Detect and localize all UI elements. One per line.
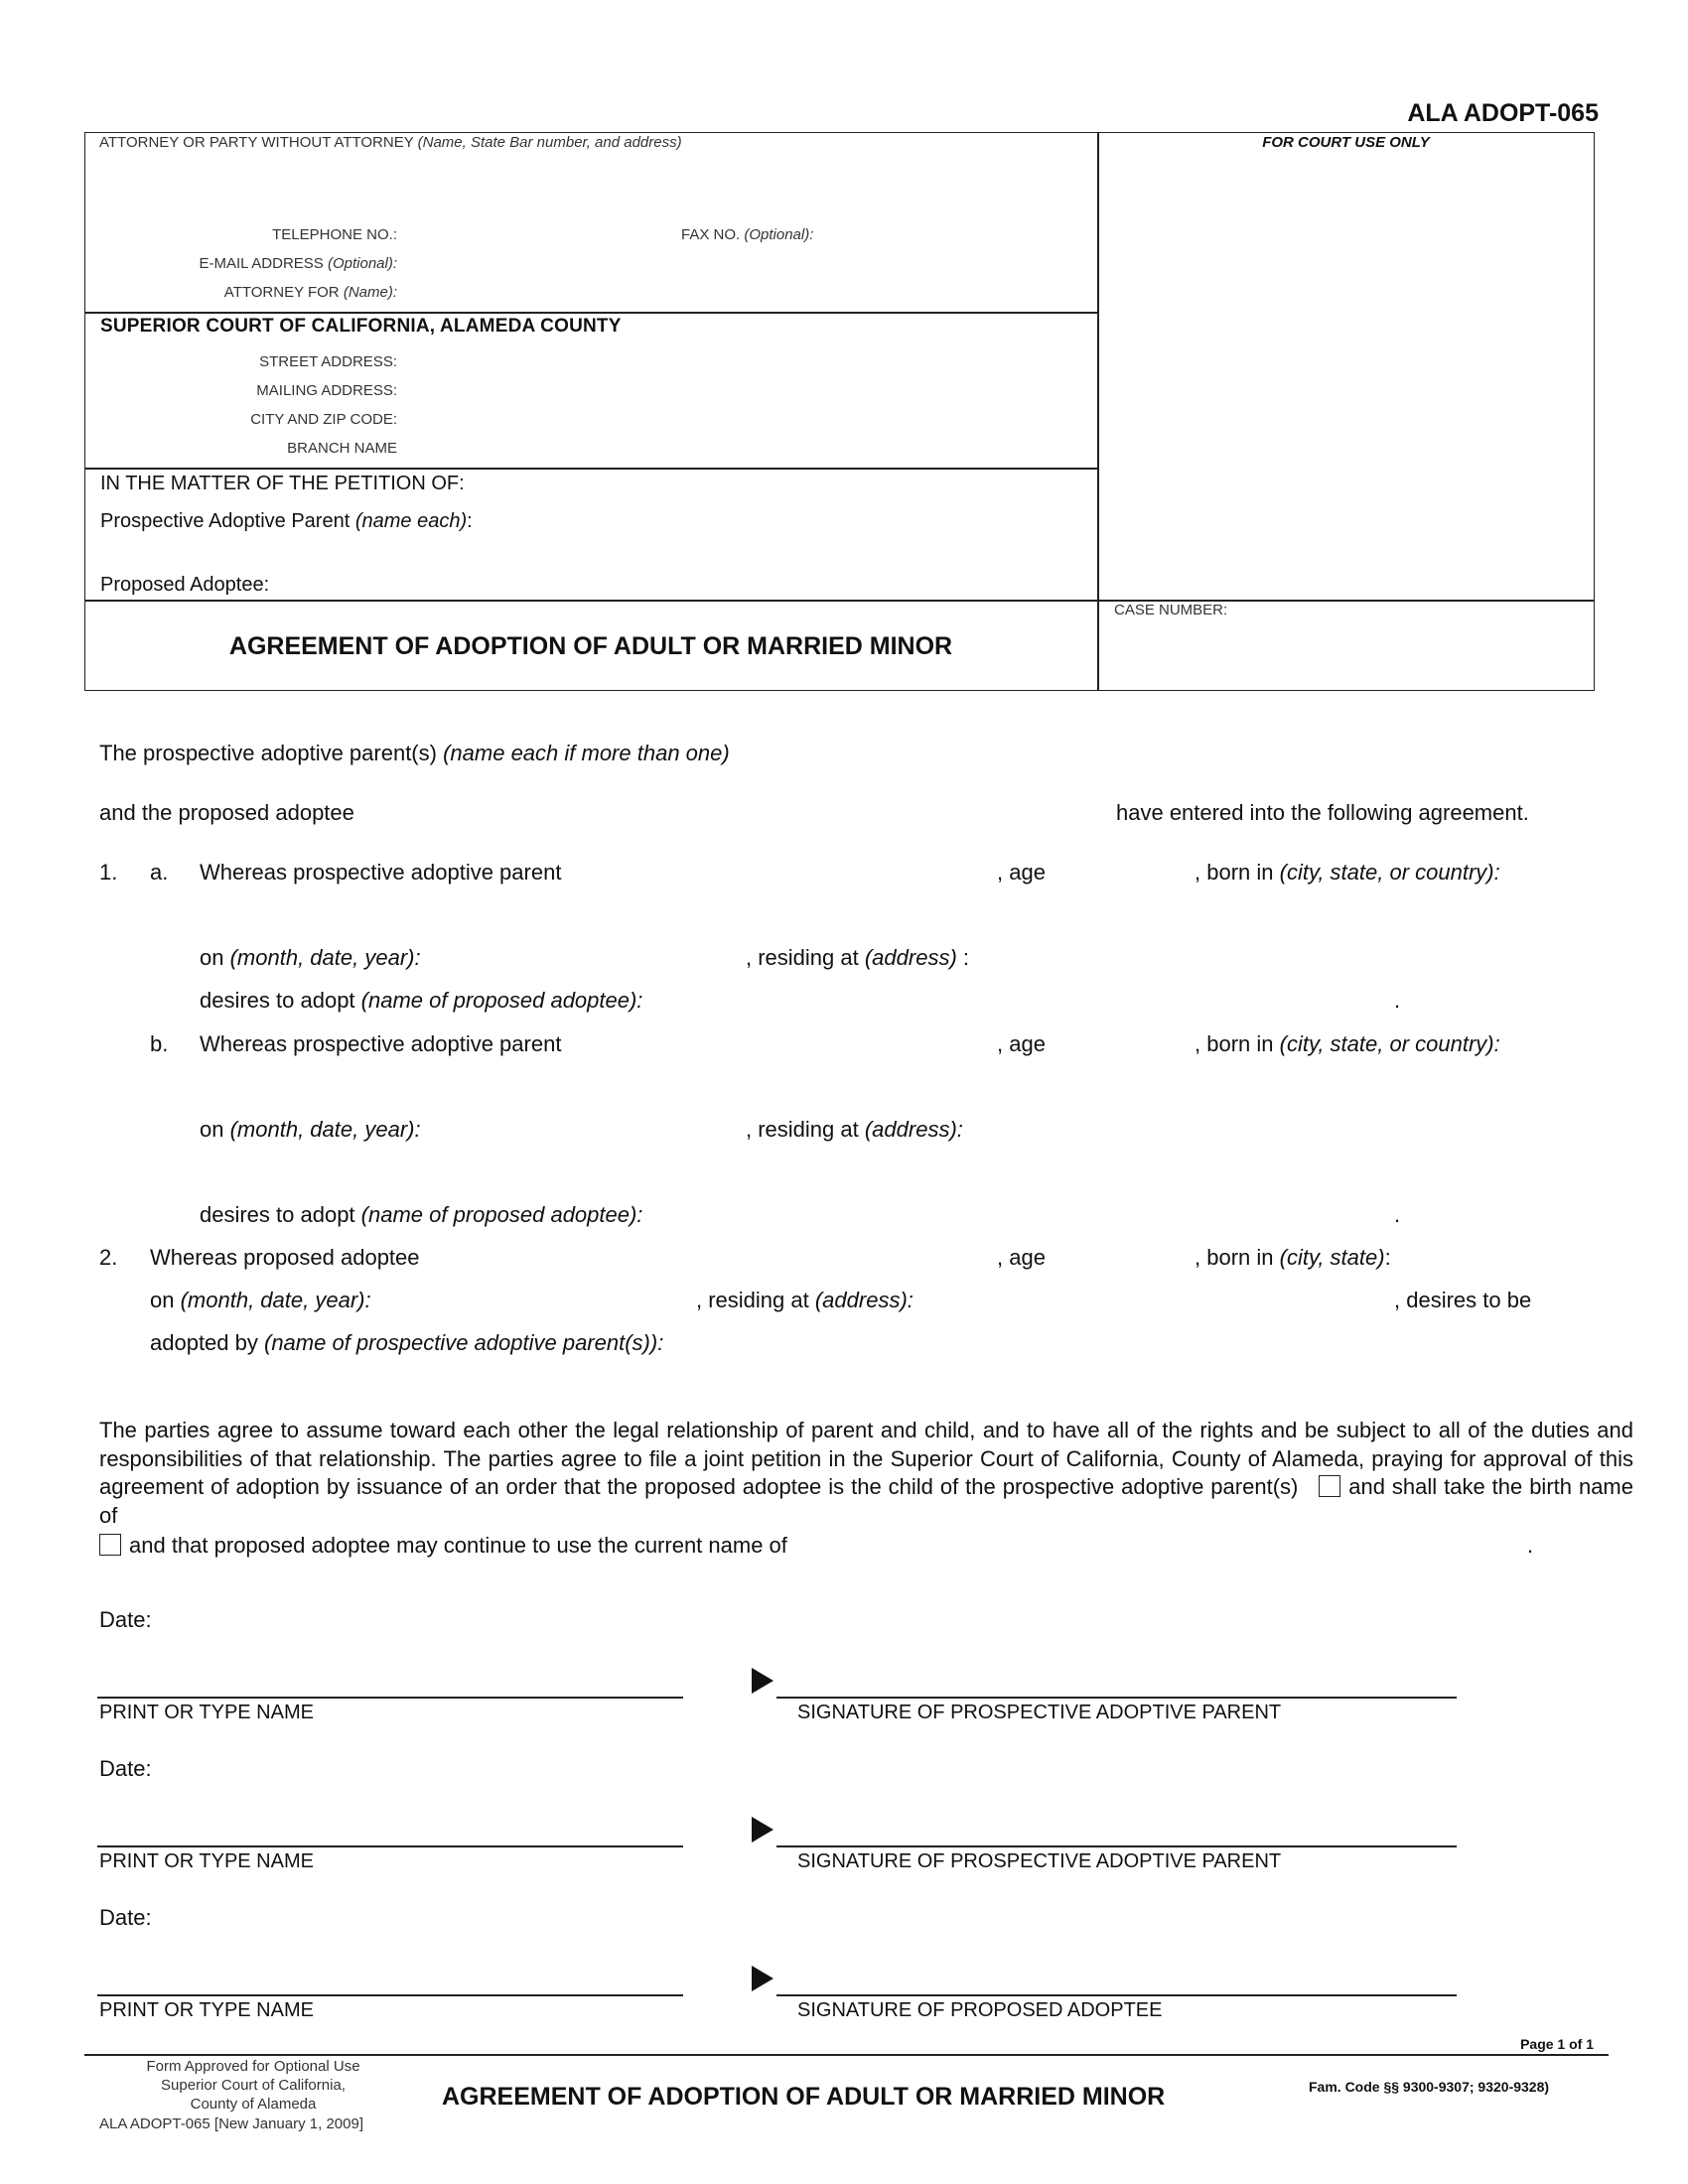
item1a-age: , age xyxy=(997,860,1046,885)
court-name: SUPERIOR COURT OF CALIFORNIA, ALAMEDA COUNTY xyxy=(100,316,622,337)
signature-label: SIGNATURE OF PROPOSED ADOPTEE xyxy=(797,1999,1163,2021)
item1a-letter: a. xyxy=(150,860,169,885)
item1a-desires: desires to adopt (name of proposed adoptee): xyxy=(200,988,643,1013)
item1b-age: , age xyxy=(997,1031,1046,1056)
page-number: Page 1 of 1 xyxy=(1520,2036,1594,2052)
item1a-born-in: , born in (city, state, or country): xyxy=(1195,860,1500,885)
current-name-checkbox[interactable] xyxy=(99,1534,121,1556)
item1b-born-in: , born in (city, state, or country): xyxy=(1195,1031,1500,1056)
item1b-whereas: Whereas prospective adoptive parent xyxy=(200,1031,562,1056)
caption-rule xyxy=(84,468,1097,470)
item2-desires-to-be: , desires to be xyxy=(1394,1288,1532,1312)
signature-line[interactable] xyxy=(776,1697,1457,1699)
date-label: Date: xyxy=(99,1756,152,1781)
item2-on: on (month, date, year): xyxy=(150,1288,371,1312)
item1b-desires: desires to adopt (name of proposed adoptee): xyxy=(200,1202,643,1227)
birth-name-checkbox[interactable] xyxy=(1319,1475,1340,1497)
intro-line2-right: have entered into the following agreement. xyxy=(1116,800,1529,825)
sign-arrow-icon xyxy=(752,1966,774,1991)
sign-arrow-icon xyxy=(752,1668,774,1694)
print-name-line[interactable] xyxy=(97,1994,683,1996)
city-zip-label: CITY AND ZIP CODE: xyxy=(250,411,397,428)
sign-arrow-icon xyxy=(752,1817,774,1843)
footer-rule xyxy=(84,2054,1609,2056)
street-address-label: STREET ADDRESS: xyxy=(259,353,397,370)
item1b-residing: , residing at (address): xyxy=(746,1117,963,1142)
signature-label: SIGNATURE OF PROSPECTIVE ADOPTIVE PARENT xyxy=(797,1850,1282,1872)
footer-title: AGREEMENT OF ADOPTION OF ADULT OR MARRIED MINOR xyxy=(442,2083,1166,2111)
item1a-residing: , residing at (address) : xyxy=(746,945,970,970)
intro-line1: The prospective adoptive parent(s) (name each if more than one) xyxy=(99,741,730,765)
form-number: ALA ADOPT-065 xyxy=(1407,99,1599,127)
form-title: AGREEMENT OF ADOPTION OF ADULT OR MARRIED MINOR xyxy=(228,632,953,660)
print-name-label: PRINT OR TYPE NAME xyxy=(99,1850,314,1872)
caption-divider xyxy=(1097,132,1099,691)
caption-rule xyxy=(84,312,1097,314)
item1b-on: on (month, date, year): xyxy=(200,1117,421,1142)
print-name-line[interactable] xyxy=(97,1845,683,1847)
print-name-line[interactable] xyxy=(97,1697,683,1699)
item2-whereas: Whereas proposed adoptee xyxy=(150,1245,420,1270)
telephone-label: TELEPHONE NO.: xyxy=(272,226,397,243)
prospective-parent-label: Prospective Adoptive Parent (name each): xyxy=(100,510,473,532)
item1a-on: on (month, date, year): xyxy=(200,945,421,970)
current-name-period: . xyxy=(1527,1533,1534,1558)
case-number-label: CASE NUMBER: xyxy=(1114,602,1228,618)
agreement-paragraph: The parties agree to assume toward each other the legal relationship of parent and child, and to have all of the rights and be subject to all of the duties and responsibilities of that relationship. The parties agree to file a joint petition in the Superior Court of California, County of Alameda, praying for approval of this agreement of adoption by issuance of an order that the proposed adoptee is the child of the prospective adoptive parent(s) and shall take the birth name of xyxy=(99,1418,1633,1528)
item1-number: 1. xyxy=(99,860,118,885)
email-label: E-MAIL ADDRESS (Optional): xyxy=(199,255,397,272)
signature-label: SIGNATURE OF PROSPECTIVE ADOPTIVE PARENT xyxy=(797,1702,1282,1723)
form-approved: Form Approved for Optional Use Superior Court of California, County of Alameda xyxy=(146,2058,360,2113)
item2-residing: , residing at (address): xyxy=(696,1288,914,1312)
item1b-letter: b. xyxy=(150,1031,169,1056)
proposed-adoptee-label: Proposed Adoptee: xyxy=(100,574,270,596)
court-use-only: FOR COURT USE ONLY xyxy=(1262,134,1430,151)
current-name-row: and that proposed adoptee may continue to use the current name of . xyxy=(99,1532,1633,1560)
attorney-label: ATTORNEY OR PARTY WITHOUT ATTORNEY (Name, State Bar number, and address) xyxy=(99,134,682,151)
item2-age: , age xyxy=(997,1245,1046,1270)
item2-born-in: , born in (city, state): xyxy=(1195,1245,1391,1270)
fax-label: FAX NO. (Optional): xyxy=(681,226,814,243)
item1a-period: . xyxy=(1394,988,1401,1013)
mailing-address-label: MAILING ADDRESS: xyxy=(256,382,397,399)
item1b-period: . xyxy=(1394,1202,1401,1227)
branch-name-label: BRANCH NAME xyxy=(287,440,397,457)
signature-line[interactable] xyxy=(776,1994,1457,1996)
signature-line[interactable] xyxy=(776,1845,1457,1847)
intro-line2-left: and the proposed adoptee xyxy=(99,800,354,825)
item2-adopted-by: adopted by (name of prospective adoptive parent(s)): xyxy=(150,1330,664,1355)
date-label: Date: xyxy=(99,1905,152,1930)
matter-label: IN THE MATTER OF THE PETITION OF: xyxy=(100,473,465,494)
attorney-for-label: ATTORNEY FOR (Name): xyxy=(223,284,397,301)
item1a-whereas: Whereas prospective adoptive parent xyxy=(200,860,562,885)
date-label: Date: xyxy=(99,1607,152,1632)
caption-rule xyxy=(84,600,1595,602)
form-revision: ALA ADOPT-065 [New January 1, 2009] xyxy=(99,2116,363,2132)
statute-citation: Fam. Code §§ 9300-9307; 9320-9328) xyxy=(1309,2079,1550,2095)
print-name-label: PRINT OR TYPE NAME xyxy=(99,1702,314,1723)
item2-number: 2. xyxy=(99,1245,118,1270)
print-name-label: PRINT OR TYPE NAME xyxy=(99,1999,314,2021)
